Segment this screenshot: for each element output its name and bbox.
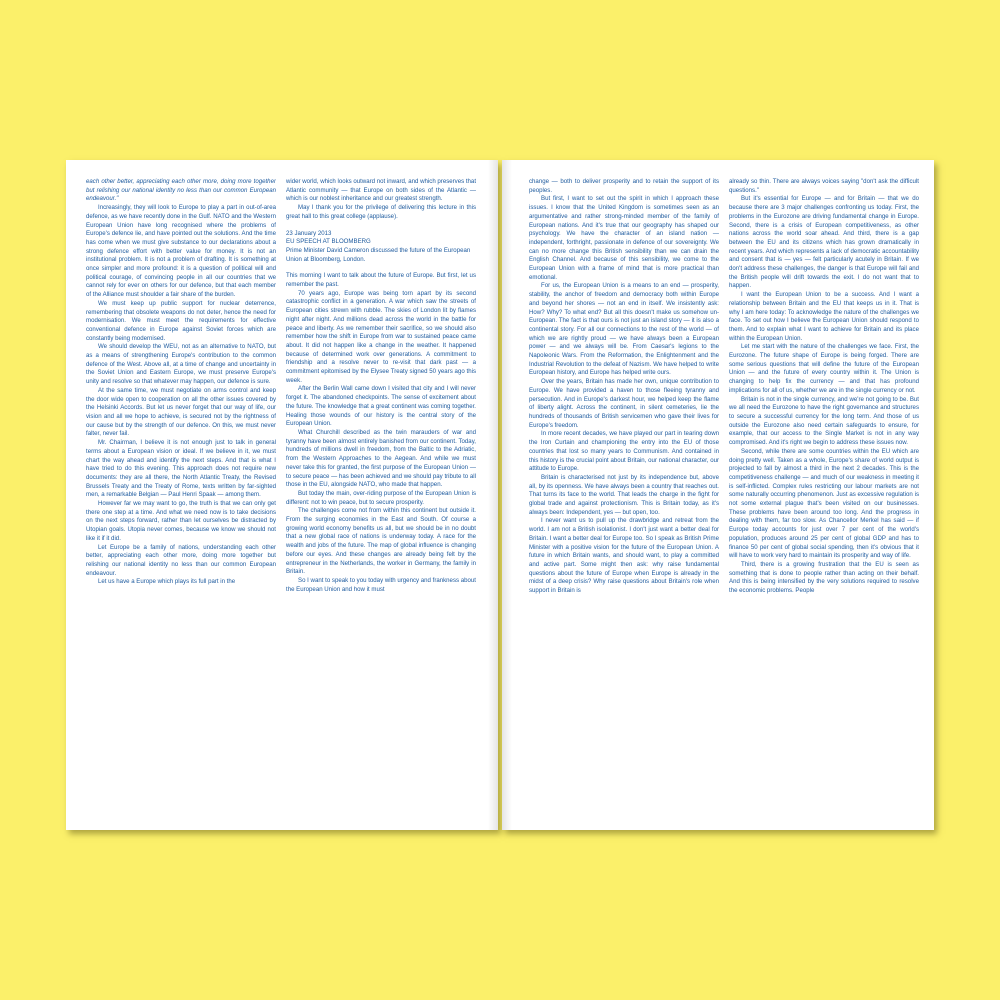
paragraph: After the Berlin Wall came down I visited that city and I will never forget it. The abandoned checkpoints. The sense of excitement about the future. The knowledge that a great continent was coming together. Healing those wounds of our history is the central story of the European Union. [286,385,476,428]
left-page [66,160,498,830]
paragraph: Mr. Chairman, I believe it is not enough just to talk in general terms about a European vision or ideal. If we believe in it, we must chart the way ahead and identify the next steps. And that is what I have tried to do this evening. This approach does not require new documents: they are all there, the North Atlantic Treaty, the Revised Brussels Treaty and the Treaty of Rome, texts written by far-sighted men, a remarkable Belgian — Paul Henri Spaak — among them. [86,439,276,499]
paragraph: This morning I want to talk about the future of Europe. But first, let us remember the past. [286,272,476,289]
paragraph: I want the European Union to be a success. And I want a relationship between Britain and the EU that keeps us in it. That is why I am here today: To acknowledge the nature of the challenges we face. To set out how I believe the European Union should respond to them. And to explain what I want to achieve for Britain and its place within the European Union. [729,291,919,342]
paragraph: I never want us to pull up the drawbridge and retreat from the world. I am not a British isolationist. I don't just want a better deal for Britain. I want a better deal for Europe too. So I speak as British Prime Minister with a positive vision for the future of the European Union. A future in which Britain wants, and should want, to play a committed and active part. Some might then ask: why raise fundamental questions about the future of Europe when Europe is already in the midst of a deep crisis? Why raise questions about Britain's role when support in Britain is [529,517,719,595]
paragraph: change — both to deliver prosperity and to retain the support of its peoples. [529,178,719,194]
paragraph: We must keep up public support for nuclear deterrence, remembering that obsolete weapons do not deter, hence the need for modernisation. We must meet the requirements for effective conventional defence in Europe against Soviet forces which are constantly being modernised. [86,299,276,342]
paragraph: In more recent decades, we have played our part in tearing down the Iron Curtain and championing the entry into the EU of those countries that lost so many years to Communism. And contained in this history is the crucial point about Britain, our national character, our attitude to Europe. [529,430,719,473]
paragraph: Third, there is a growing frustration that the EU is seen as something that is done to people rather than acting on their behalf. And this is being intensified by the very solutions required to resolve the economic problems. People [729,560,919,595]
left-page-column-1 [86,178,276,818]
paragraph: Over the years, Britain has made her own, unique contribution to Europe. We have provided a haven to those fleeing tyranny and persecution. And in Europe's darkest hour, we helped keep the flame of liberty alight. Across the continent, in silent cemeteries, lie the hundreds of thousands of British servicemen who gave their lives for Europe's freedom. [529,378,719,429]
paragraph: already so thin. There are always voices saying "don't ask the difficult questions." [729,178,919,194]
paragraph: The challenges come not from within this continent but outside it. From the surging economies in the East and South. Of course a growing world economy benefits us all, but we should be in no doubt that a new global race of nations is underway today. A race for the wealth and jobs of the future. The map of global influence is changing before our eyes. And these changes are already being felt by the entrepreneur in the Netherlands, the worker in Germany, the family in Britain. [286,507,476,576]
paragraph: What Churchill described as the twin marauders of war and tyranny have been almost entirely banished from our continent. Today, hundreds of millions dwell in freedom, from the Baltic to the Adriatic, from the Western Approaches to the Aegean. And while we must never take this for granted, the first purpose of the European Union — to secure peace — has been achieved and we should pay tribute to all those in the EU, alongside NATO, who made that happen. [286,428,476,489]
section-gap [286,222,476,230]
paragraph: At the same time, we must negotiate on arms control and keep the door wide open to cooperation on all the other issues covered by the Helsinki Accords. But let us never forget that our way of life, our vision and all we hope to achieve, is secured not by the rightness of our cause but by the strength of our defence. On this, we must never falter, never fail. [86,386,276,438]
speech-title: EU SPEECH AT BLOOMBERG [286,238,371,246]
paragraph: May I thank you for the privilege of delivering this lecture in this great hall to this great college (applause). [286,204,476,220]
paragraph: Let us have a Europe which plays its full part in the [98,578,236,586]
paragraph: Britain is characterised not just by its independence but, above all, by its openness. We have always been a country that reaches out. That turns its face to the world. That leads the charge in the fight for global trade and against protectionism. This is Britain today, as it's always been: Independent, yes — but open, too. [529,473,719,516]
paragraph: But first, I want to set out the spirit in which I approach these issues. I know that the United Kingdom is sometimes seen as an argumentative and rather strong-minded member of the family of European nations. And it's true that our geography has shaped our psychology. We have the character of an island nation — independent, forthright, passionate in defence of our sovereignty. We can no more change this British sensibility than we can drain the English Channel. And because of this sensibility, we come to the European Union with a frame of mind that is more practical than emotional. [529,195,719,281]
section-gap [286,264,476,272]
right-page-column-2 [729,178,919,818]
paragraph: Increasingly, they will look to Europe to play a part in out-of-area defence, as we have recently done in the Gulf. NATO and the Western European Union have long recognised where the problems of Europe's defence lie, and have pointed out the solutions. And the time has come when we must give substance to our declarations about a strong defence effort with better value for money. It is not an institutional problem. It is not a problem of drafting. It is something at once simpler and more profound: it is a question of political will and political courage, of convincing people in all our countries that we cannot rely for ever on others for our defence, but that each member of the Alliance must shoulder a fair share of the burden. [86,204,276,299]
speech-intro: Prime Minister David Cameron discussed the future of the European Union at Bloomberg, London. [286,246,471,263]
paragraph: each other better, appreciating each other more, doing more together but relishing our national identity no less than our common European endeavour." [86,178,276,203]
paragraph: But today the main, over-riding purpose of the European Union is different: not to win peace, but to secure prosperity. [286,489,476,506]
right-page [502,160,934,830]
paragraph: wider world, which looks outward not inward, and which preserves that Atlantic community — that Europe on both sides of the Atlantic — which is our noblest inheritance and our greatest strength. [286,178,476,203]
paragraph: For us, the European Union is a means to an end — prosperity, stability, the anchor of freedom and democracy both within Europe and beyond her shores — not an end in itself. We insistently ask: How? Why? To what end? But all this doesn't make us somehow un-European. The fact is that ours is not just an island story — it is also a continental story. For all our connections to the rest of the world — of which we are rightly proud — we have always been a European power — and we always will be. From Caesar's legions to the Napoleonic Wars. From the Reformation, the Enlightenment and the Industrial Revolution to the defeat of Nazism. We have helped to write European history, and Europe has helped write ours. [529,282,719,377]
paragraph: Let me start with the nature of the challenges we face. First, the Eurozone. The future shape of Europe is being forged. There are some serious questions that will define the future of the European Union — and the future of every country within it. The Union is changing to help fix the currency — and that has profound implications for all of us, whether we are in the single currency or not. [729,343,919,394]
paragraph: Britain is not in the single currency, and we're not going to be. But we all need the Eurozone to have the right governance and structures to secure a successful currency for the long term. And those of us outside the Eurozone also need certain safeguards to ensure, for example, that our access to the Single Market is not in any way compromised. And it's right we begin to address these issues now. [729,395,919,447]
paragraph: Let Europe be a family of nations, understanding each other better, appreciating each other more, doing more together but relishing our national identity no less than our common European endeavour. [86,543,276,577]
paragraph: However far we may want to go, the truth is that we can only get there one step at a time. And what we need now is to take decisions on the next steps forward, rather than let ourselves be distracted by Utopian goals. Utopia never comes, because we know we should not like it if it did. [86,500,276,542]
paragraph: We should develop the WEU, not as an alternative to NATO, but as a means of strengthening Europe's contribution to the common defence of the West. Above all, at a time of change and uncertainty in the Soviet Union and Eastern Europe, we must preserve Europe's unity and resolve so that whatever may happen, our defence is sure. [86,343,276,386]
paragraph: Second, while there are some countries within the EU which are doing pretty well. Taken as a whole, Europe's share of world output is projected to fall by almost a third in the next 2 decades. This is the competitiveness challenge — and much of our weakness in meeting it is self-inflicted. Complex rules restricting our labour markets are not some naturally occurring phenomenon. Just as excessive regulation is not some external plague that's been visited on our businesses. These problems have been around too long. And the progress in dealing with them, far too slow. As Chancellor Merkel has said — if Europe today accounts for just over 7 per cent of the world's population, produces around 25 per cent of global GDP and has to finance 50 per cent of global social spending, then it's obvious that it will have to work very hard to maintain its prosperity and way of life. [729,447,919,560]
paragraph: So I want to speak to you today with urgency and frankness about the European Union and how it must [286,576,476,593]
speech-date: 23 January 2013 [286,229,332,237]
right-page-column-1 [529,178,719,818]
left-page-column-2 [286,178,476,818]
paragraph: But it's essential for Europe — and for Britain — that we do because there are 3 major challenges confronting us today. First, the problems in the Eurozone are driving fundamental change in Europe. Second, there is a crisis of European competitiveness, as other nations across the world soar ahead. And third, there is a gap between the EU and its citizens which has grown dramatically in recent years. And which represents a lack of democratic accountability and consent that is — yes — felt particularly acutely in Britain. If we don't address these challenges, the danger is that Europe will fail and the British people will drift towards the exit. I do not want that to happen. [729,195,919,290]
paragraph: 70 years ago, Europe was being torn apart by its second catastrophic conflict in a generation. A war which saw the streets of European cities strewn with rubble. The skies of London lit by flames night after night. And millions dead across the world in the battle for peace and liberty. As we remember their sacrifice, so we should also remember how the shift in Europe from war to sustained peace came about. It did not happen like a change in the weather. It happened because of determined work over generations. A commitment to friendship and a resolve never to re-visit that dark past — a commitment epitomised by the Elysee Treaty signed 50 years ago this week. [286,289,476,384]
